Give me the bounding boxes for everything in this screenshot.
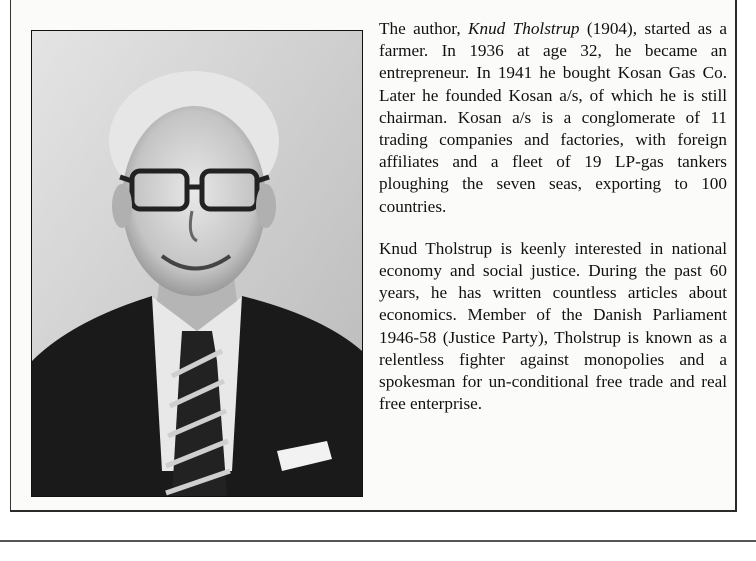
bio-career-text: (1904), started as a farmer. In 1936 at age 32, he became an entrepreneur. In 1941 he bought Kosan Gas Co. Later he founded Kosan a/s, of which he is still chairman. Kosan a/s is a conglomerate of 11 trading companies and factories, with foreign affiliates and a fleet of 19 LP-gas tankers ploughing the seven seas, exporting to 100 countries. xyxy=(379,19,727,216)
bio-paragraph-1 xyxy=(379,18,727,218)
author-biography xyxy=(379,18,727,415)
bio-intro-text: The author, xyxy=(379,19,469,38)
author-name: Knud Tholstrup xyxy=(468,19,580,38)
page-divider xyxy=(0,540,756,542)
bio-paragraph-2: Knud Tholstrup is keenly interested in national economy and social justice. During the past 60 years, he has written countless articles about economics. Member of the Danish Parliament 1946-58 (Justice Party), Tholstrup is known as a relentless fighter against monopolies and a spokesman for un-conditional free trade and real free enterprise. xyxy=(379,238,727,414)
author-portrait-photo xyxy=(31,30,363,497)
author-bio-card xyxy=(10,0,737,512)
portrait-image xyxy=(32,31,362,496)
